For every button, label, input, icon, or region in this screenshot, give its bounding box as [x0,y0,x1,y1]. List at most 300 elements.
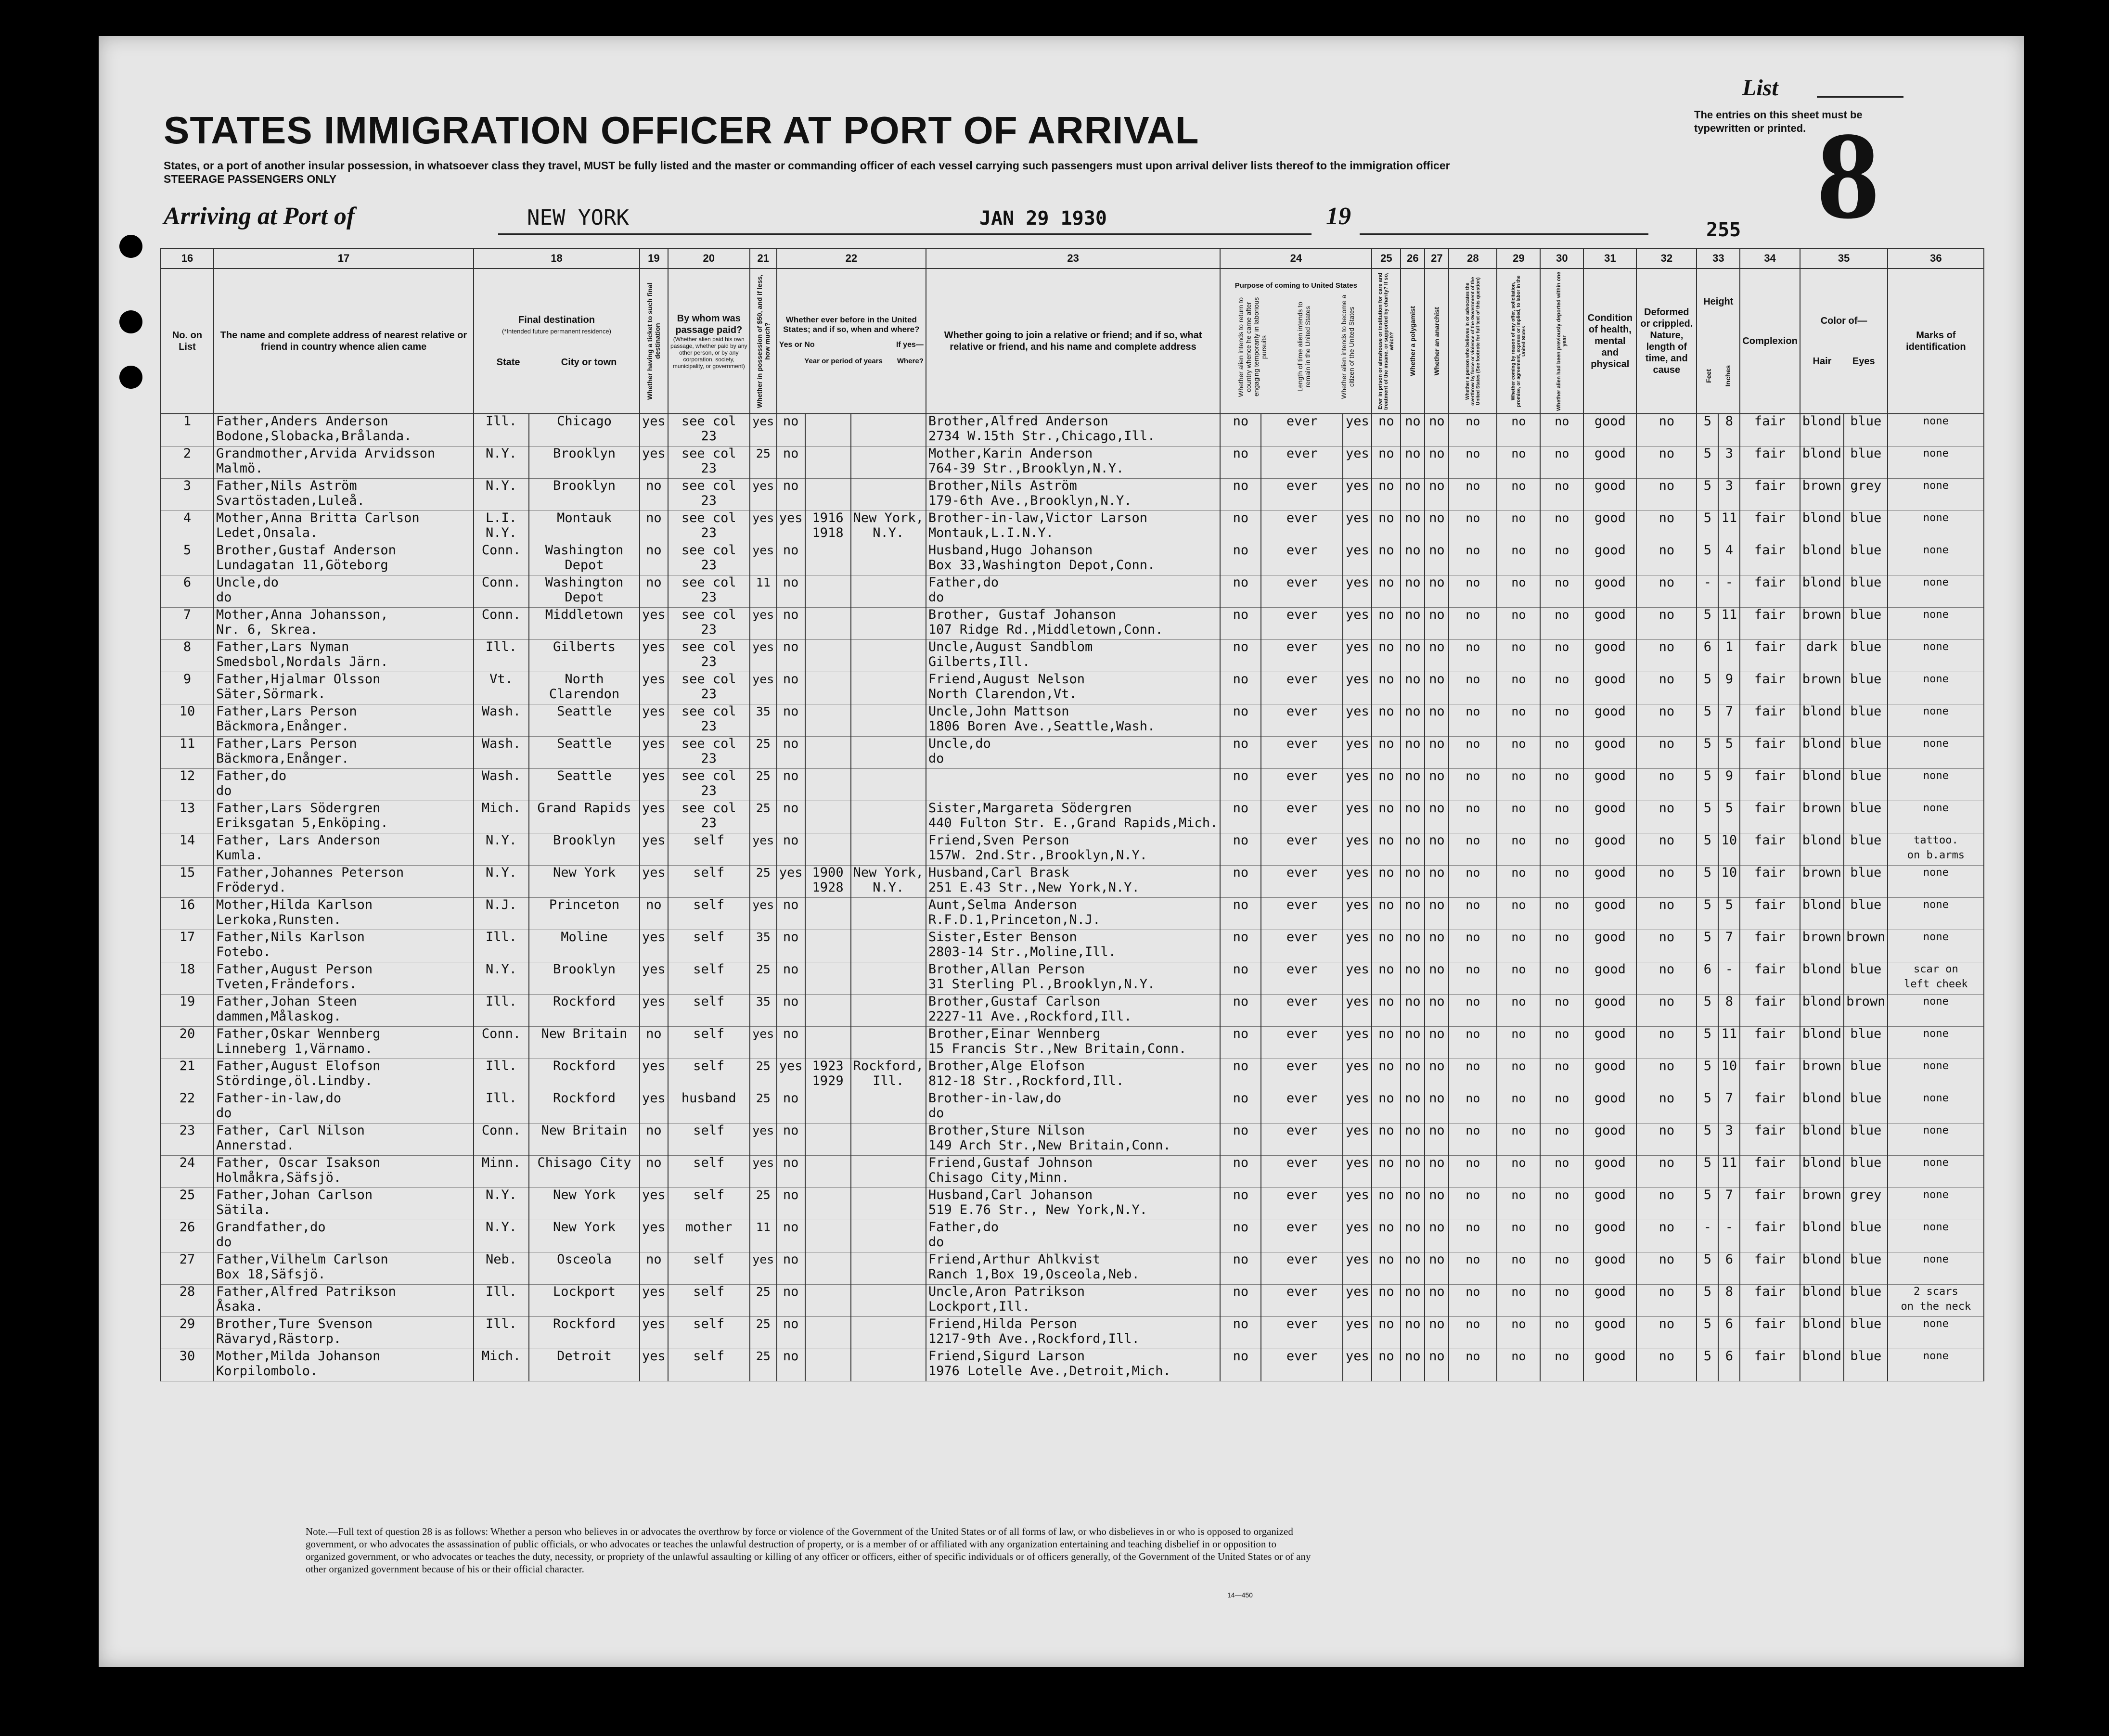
cell-c30: no [1540,833,1583,866]
cell-c27: no [1425,962,1449,995]
cell-no: 6 [161,575,214,608]
cell-complexion: fair [1740,672,1800,704]
cell-join [926,801,1220,833]
cell-line: Friend,August Nelson [928,672,1085,687]
cell-marks: none [1888,737,1984,769]
cell-hair: blond [1800,833,1844,866]
cell-before: no [777,1123,805,1156]
cell-c26: no [1401,608,1425,640]
cell-rel [214,447,474,479]
manifest-sheet [99,36,2024,1667]
cell-feet: 6 [1697,962,1718,995]
cell-eyes: blue [1844,1091,1888,1123]
cell-line: Grandfather,do [216,1220,326,1235]
cell-c25: no [1372,1059,1401,1091]
cell-fifty: yes [750,543,777,575]
cell-c27: no [1425,833,1449,866]
header-prison [1372,268,1401,414]
cell-health: good [1583,1285,1636,1317]
cell-ticket: no [640,543,668,575]
cell-years [805,1252,851,1285]
cell-c30: no [1540,1317,1583,1349]
cell-line: Åsaka. [216,1299,263,1314]
port-value: NEW YORK [527,205,629,230]
cell-p1: no [1220,930,1261,962]
cell-before: no [777,447,805,479]
cell-line: Eriksgatan 5,Enköping. [216,816,388,830]
cell-where [851,704,926,737]
cell-eyes: blue [1844,608,1888,640]
cell-c30: no [1540,995,1583,1027]
col-num: 31 [1583,248,1636,268]
cell-complexion: fair [1740,640,1800,672]
cell-line: Tveten,Frändefors. [216,977,357,992]
cell-line: Svartöstaden,Luleå. [216,493,365,508]
cell-years [805,414,851,447]
cell-c30: no [1540,930,1583,962]
overthrow-text: Whether a person who believes in or advocates the overthrow by force or violence of the Government of the United States (See footnote for full text of this question) [1465,277,1481,406]
cell-years [805,704,851,737]
cell-line: Lundagatan 11,Göteborg [216,558,388,573]
cell-hair: blond [1800,769,1844,801]
cell-city: New Britain [529,1027,640,1059]
cell-where [851,995,926,1027]
cell-p2: ever [1261,704,1343,737]
col-num: 34 [1740,248,1800,268]
cell-c26: no [1401,962,1425,995]
cell-complexion: fair [1740,1188,1800,1220]
cell-years [805,543,851,575]
cell-line: 251 E.43 Str.,New York,N.Y. [928,880,1140,895]
cell-join [926,898,1220,930]
cell-c30: no [1540,1220,1583,1252]
cell-ticket: yes [640,737,668,769]
cell-years [805,479,851,511]
cell-deformed: no [1636,930,1697,962]
cell-complexion: fair [1740,1285,1800,1317]
cell-ticket: no [640,511,668,543]
table-row [161,801,1984,833]
cell-c29: no [1497,962,1540,995]
cell-inches: 11 [1718,608,1740,640]
cell-fifty: 25 [750,447,777,479]
cell-p3: yes [1343,1059,1372,1091]
cell-eyes: blue [1844,575,1888,608]
cell-p3: yes [1343,962,1372,995]
cell-city: Chicago [529,414,640,447]
cell-paid: self [668,1188,750,1220]
cell-hair: blond [1800,447,1844,479]
cell-p1: no [1220,1349,1261,1381]
cell-before: no [777,672,805,704]
cell-line: see col [681,801,736,816]
cell-line: Bäckmora,Enånger. [216,751,349,766]
cell-before: no [777,898,805,930]
cell-p3: yes [1343,801,1372,833]
cell-c25: no [1372,1220,1401,1252]
cell-c26: no [1401,1220,1425,1252]
cell-p3: yes [1343,1091,1372,1123]
cell-line: Father,Nils Aström [216,478,357,493]
cell-c25: no [1372,769,1401,801]
cell-complexion: fair [1740,1059,1800,1091]
table-row [161,414,1984,447]
cell-c29: no [1497,930,1540,962]
cell-p3: yes [1343,672,1372,704]
cell-c26: no [1401,1091,1425,1123]
polygamist-text: Whether a polygamist [1409,306,1417,376]
cell-years [805,995,851,1027]
cell-c25: no [1372,1027,1401,1059]
cell-before: no [777,1188,805,1220]
cell-where [851,672,926,704]
cell-c29: no [1497,672,1540,704]
cell-fifty: 35 [750,995,777,1027]
list-number: 8 [1817,106,1879,245]
header-no: No. on List [161,268,214,414]
cell-eyes: blue [1844,801,1888,833]
cell-hair: blond [1800,962,1844,995]
cell-state: Ill. [474,1285,529,1317]
cell-feet: 5 [1697,833,1718,866]
cell-rel [214,575,474,608]
cell-fifty: 25 [750,962,777,995]
cell-state: Ill. [474,1091,529,1123]
cell-rel [214,1285,474,1317]
cell-complexion: fair [1740,801,1800,833]
cell-no: 5 [161,543,214,575]
header-purpose [1220,268,1372,414]
color-label: Color of— [1820,316,1867,326]
cell-line: 23 [701,751,717,766]
cell-marks: none [1888,995,1984,1027]
cell-city: New York [529,1220,640,1252]
col-num: 33 [1697,248,1740,268]
cell-c26: no [1401,479,1425,511]
column-number-row [161,248,1984,268]
cell-years [805,608,851,640]
cell-city: Seattle [529,704,640,737]
cell-eyes: blue [1844,737,1888,769]
cell-line: Mother,Anna Johansson, [216,607,388,622]
cell-c27: no [1425,479,1449,511]
cell-line: Bäckmora,Enånger. [216,719,349,734]
cell-p1: no [1220,414,1261,447]
cell-c30: no [1540,447,1583,479]
header-eyes: Eyes [1852,356,1875,367]
cell-deformed: no [1636,1349,1697,1381]
cell-line: see col [681,736,736,751]
table-row [161,1027,1984,1059]
cell-inches: 11 [1718,511,1740,543]
cell-marks: none [1888,1317,1984,1349]
cell-p3: yes [1343,1220,1372,1252]
cell-state: Minn. [474,1156,529,1188]
cell-line: Uncle,Aron Patrikson [928,1284,1085,1299]
cell-c25: no [1372,672,1401,704]
cell-inches: 7 [1718,1091,1740,1123]
cell-c25: no [1372,447,1401,479]
cell-c28: no [1449,1349,1497,1381]
col-num: 29 [1497,248,1540,268]
cell-hair: blond [1800,704,1844,737]
cell-line: Father,Anders Anderson [216,414,388,429]
cell-feet: 5 [1697,1349,1718,1381]
cell-deformed: no [1636,1059,1697,1091]
cell-line: Father,Lars Person [216,736,357,751]
cell-p2: ever [1261,1123,1343,1156]
table-row [161,1252,1984,1285]
cell-paid [668,414,750,447]
cell-deformed: no [1636,1156,1697,1188]
cell-line: New York, [853,865,924,880]
cell-line: Father,do [216,768,287,783]
cell-p2: ever [1261,1252,1343,1285]
cell-join [926,1123,1220,1156]
cell-deformed: no [1636,769,1697,801]
cell-city: Lockport [529,1285,640,1317]
cell-p2: ever [1261,737,1343,769]
header-state: State [496,357,520,368]
cell-complexion: fair [1740,737,1800,769]
cell-fifty: yes [750,1027,777,1059]
cell-line: see col [681,543,736,558]
cell-complexion: fair [1740,511,1800,543]
cell-deformed: no [1636,414,1697,447]
cell-health: good [1583,1252,1636,1285]
cell-line: Brother,Sture Nilson [928,1123,1085,1138]
cell-line: Brother,Ture Svenson [216,1316,373,1331]
cell-hair: brown [1800,930,1844,962]
cell-c28: no [1449,1317,1497,1349]
cell-complexion: fair [1740,898,1800,930]
cell-c29: no [1497,833,1540,866]
cell-where [851,1188,926,1220]
cell-paid [668,575,750,608]
cell-inches: 7 [1718,704,1740,737]
cell-health: good [1583,1349,1636,1381]
cell-ticket: no [640,898,668,930]
cell-feet: 5 [1697,1317,1718,1349]
cell-where [851,898,926,930]
cell-c26: no [1401,1188,1425,1220]
cell-rel [214,1252,474,1285]
cell-p2: ever [1261,479,1343,511]
deported-text: Whether alien had been previously deported within one year [1556,271,1568,411]
cell-join [926,1317,1220,1349]
cell-eyes: blue [1844,1059,1888,1091]
cell-join [926,575,1220,608]
cell-line: Brother,Gustaf Carlson [928,994,1101,1009]
cell-c29: no [1497,995,1540,1027]
cell-c29: no [1497,737,1540,769]
cell-marks: none [1888,414,1984,447]
cell-state: N.Y. [474,479,529,511]
cell-eyes: blue [1844,704,1888,737]
cell-inches: 6 [1718,1349,1740,1381]
cell-deformed: no [1636,995,1697,1027]
cell-years [805,575,851,608]
cell-line: on b.arms [1907,849,1965,861]
cell-fifty: yes [750,414,777,447]
cell-deformed: no [1636,1285,1697,1317]
cell-health: good [1583,447,1636,479]
cell-c25: no [1372,898,1401,930]
cell-where [851,1252,926,1285]
cell-inches: 6 [1718,1317,1740,1349]
header-final-destination [474,268,640,414]
cell-line: Father,August Person [216,962,373,977]
cell-complexion: fair [1740,1252,1800,1285]
cell-line: Säter,Sörmark. [216,687,326,702]
cell-p3: yes [1343,1252,1372,1285]
cell-c27: no [1425,1123,1449,1156]
cell-where [851,866,926,898]
cell-health: good [1583,414,1636,447]
cell-join [926,1349,1220,1381]
cell-c28: no [1449,737,1497,769]
cell-where [851,1091,926,1123]
cell-line: N.Y. [873,525,904,540]
cell-city [529,672,640,704]
cell-line: Depot [565,590,604,605]
cell-line: Brother,Allan Person [928,962,1085,977]
cell-ticket: yes [640,640,668,672]
cell-c29: no [1497,1091,1540,1123]
cell-p1: no [1220,1220,1261,1252]
cell-deformed: no [1636,672,1697,704]
cell-state [474,511,529,543]
before-label: Whether ever before in the United States; and if so, when and where? [783,315,920,334]
cell-p1: no [1220,1156,1261,1188]
cell-c27: no [1425,866,1449,898]
cell-c28: no [1449,640,1497,672]
cell-line [928,769,1218,784]
cell-line: see col [681,511,736,525]
cell-line: N.Y. [873,880,904,895]
cell-line: Chisago City,Minn. [928,1170,1069,1185]
cell-p2: ever [1261,608,1343,640]
cell-paid: self [668,1059,750,1091]
cell-eyes: grey [1844,479,1888,511]
cell-marks [1888,1285,1984,1317]
cell-p3: yes [1343,414,1372,447]
cell-feet: 5 [1697,930,1718,962]
cell-rel [214,1220,474,1252]
cell-marks: none [1888,672,1984,704]
cell-p3: yes [1343,1285,1372,1317]
cell-years [805,962,851,995]
cell-line: Box 18,Säfsjö. [216,1267,326,1282]
table-row [161,640,1984,672]
cell-p2: ever [1261,1156,1343,1188]
cell-feet: 5 [1697,511,1718,543]
cell-feet: 5 [1697,1059,1718,1091]
purpose-b: Length of time alien intends to remain in the United States [1296,302,1312,392]
cell-state: Ill. [474,1059,529,1091]
cell-p3: yes [1343,575,1372,608]
cell-line: 764-39 Str.,Brooklyn,N.Y. [928,461,1124,476]
cell-p1: no [1220,1252,1261,1285]
cell-rel [214,737,474,769]
cell-before: yes [777,866,805,898]
cell-rel [214,801,474,833]
cell-health: good [1583,672,1636,704]
cell-c29: no [1497,575,1540,608]
cell-p2: ever [1261,801,1343,833]
cell-rel [214,962,474,995]
cell-p2: ever [1261,866,1343,898]
cell-eyes: blue [1844,1285,1888,1317]
cell-complexion: fair [1740,575,1800,608]
cell-no: 20 [161,1027,214,1059]
cell-city [529,575,640,608]
cell-state: Wash. [474,769,529,801]
cell-p1: no [1220,479,1261,511]
cell-p2: ever [1261,640,1343,672]
cell-line: Montauk,L.I.N.Y. [928,525,1054,540]
cell-c25: no [1372,479,1401,511]
cell-p2: ever [1261,1059,1343,1091]
cell-eyes: blue [1844,898,1888,930]
cell-paid: self [668,1156,750,1188]
cell-p1: no [1220,962,1261,995]
cell-c25: no [1372,575,1401,608]
cell-line: see col [681,575,736,590]
cell-line: see col [681,704,736,719]
cell-c27: no [1425,737,1449,769]
cell-complexion: fair [1740,479,1800,511]
cell-no: 8 [161,640,214,672]
cell-c26: no [1401,1252,1425,1285]
cell-ticket: yes [640,1091,668,1123]
cell-join [926,866,1220,898]
cell-line: Father,Vilhelm Carlson [216,1252,388,1267]
cell-line: 149 Arch Str.,New Britain,Conn. [928,1138,1171,1153]
cell-line: Uncle,August Sandblom [928,639,1093,654]
cell-state: Conn. [474,1123,529,1156]
cell-fifty: 25 [750,1317,777,1349]
cell-before: no [777,1027,805,1059]
cell-state: N.Y. [474,1220,529,1252]
cell-c29: no [1497,1220,1540,1252]
cell-c27: no [1425,898,1449,930]
cell-years [805,1220,851,1252]
table-row [161,672,1984,704]
cell-eyes: blue [1844,1220,1888,1252]
cell-no: 28 [161,1285,214,1317]
cell-c30: no [1540,898,1583,930]
cell-where [851,1285,926,1317]
cell-inches: 7 [1718,1188,1740,1220]
cell-c27: no [1425,414,1449,447]
table-row [161,898,1984,930]
cell-line: Mother,Anna Britta Carlson [216,511,420,525]
header-color [1800,268,1888,414]
cell-city: Montauk [529,511,640,543]
cell-join [926,414,1220,447]
cell-line: see col [681,768,736,783]
cell-c25: no [1372,704,1401,737]
cell-hair: brown [1800,1059,1844,1091]
cell-c26: no [1401,1027,1425,1059]
table-row [161,962,1984,995]
cell-ticket: yes [640,608,668,640]
cell-line: Washington [545,543,624,558]
cell-marks: none [1888,1091,1984,1123]
cell-c30: no [1540,737,1583,769]
cell-line: do [928,590,944,605]
